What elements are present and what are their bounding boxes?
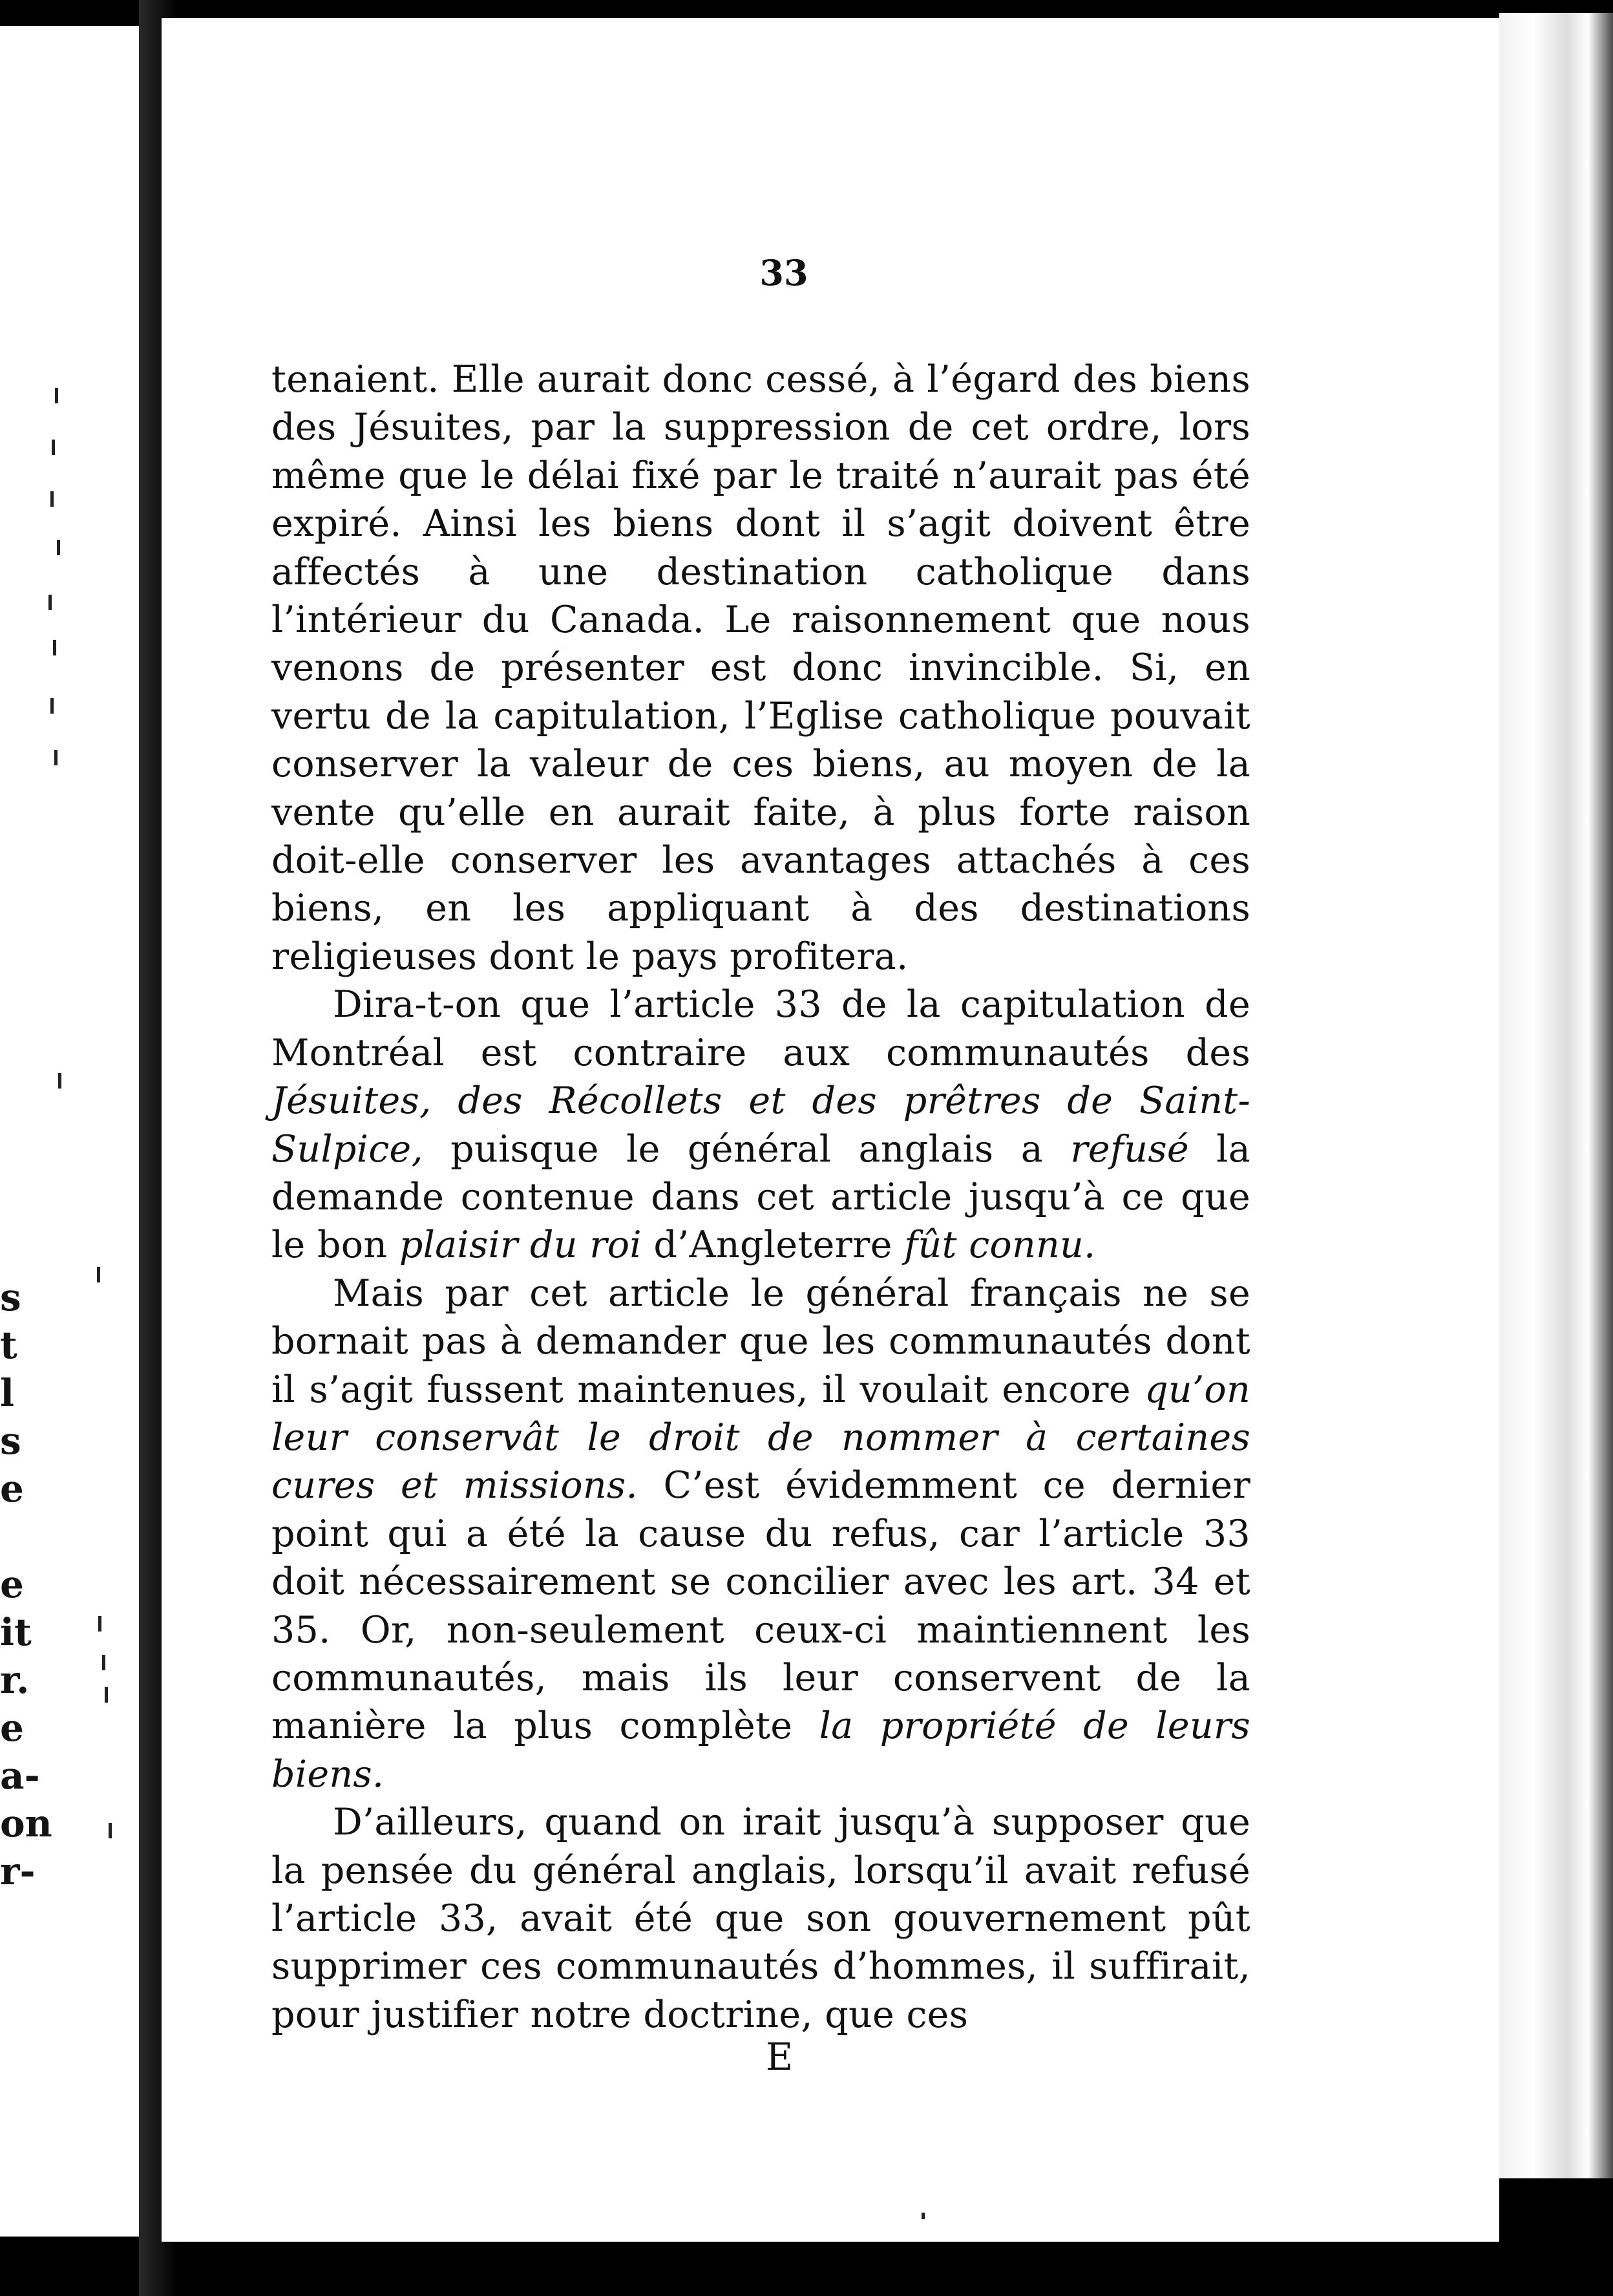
- italic-text: la propriété de leurs biens.: [271, 1705, 1250, 1796]
- text-run: C’est évidemment ce dernier point qui a été la cause du refus, car l’article 33 doit nécessairement se concilier avec les art. 34 et 35. Or, non-seulement ceux-ci maintiennent les communautés, mais ils leur conservent de la manière la plus complète: [271, 1464, 1250, 1748]
- facing-edge-char: [0, 1513, 39, 1560]
- text-run: puisque le général anglais a: [423, 1127, 1071, 1171]
- paragraph: [271, 1798, 1250, 2039]
- text-run: D’ailleurs, quand on irait jusqu’à supposer que la pensée du général anglais, lorsqu’il avait refusé l’article 33, avait été que son gouvernement pût supprimer ces communautés d’hommes, il suffirait, pour justifier notre doctrine, que ces: [271, 1801, 1250, 2036]
- facing-edge-char: r-: [0, 1849, 36, 1893]
- facing-edge-char: e: [0, 1562, 24, 1606]
- italic-text: refusé: [1070, 1127, 1189, 1171]
- facing-edge-char: on: [0, 1802, 52, 1845]
- text-run: Dira-t-on que l’article 33 de la capitulation de Montréal est contraire aux communautés des: [271, 983, 1250, 1074]
- text-run: tenaient. Elle aurait donc cessé, à l’égard des biens des Jésuites, par la suppression de cet ordre, lors même que le délai fixé par le traité n’aurait pas été expiré. Ainsi les biens dont il s’agit doivent être affectés à une destination catholique dans l’intérieur du Canada. Le raisonnement que nous venons de présenter est donc invincible. Si, en vertu de la capitulation, l’Eglise catholique pouvait conserver la valeur de ces biens, au moyen de la vente qu’elle en aurait faite, à plus forte raison doit-elle conserver les avantages attachés à ces biens, en les appliquant à des destinations religieuses dont le pays profitera.: [271, 358, 1250, 978]
- paragraph: [271, 981, 1250, 1269]
- facing-edge-char: l: [0, 1371, 15, 1415]
- facing-page-edge-text: [0, 1273, 52, 1895]
- text-run: d’Angleterre: [641, 1224, 905, 1267]
- italic-text: plaisir du roi: [399, 1224, 642, 1267]
- italic-text: Jésuites, des Récollets et des prêtres de Saint-Sulpice,: [271, 1079, 1250, 1171]
- italic-text: qu’on leur conservât le droit de nommer à certaines cures et missions.: [271, 1368, 1250, 1507]
- page-edge-stack: [1499, 13, 1613, 2178]
- facing-edge-char: s: [0, 1275, 21, 1319]
- italic-text: fût connu.: [904, 1224, 1096, 1267]
- facing-edge-char: r.: [0, 1658, 30, 1702]
- facing-page-marks: [39, 388, 129, 1939]
- text-run: la demande contenue dans cet article jusqu’à ce que le bon: [271, 1127, 1250, 1267]
- facing-edge-char: e: [0, 1706, 24, 1750]
- paragraph: [271, 1270, 1250, 1798]
- text-run: Mais par cet article le général français ne se bornait pas à demander que les communautés dont il s’agit fussent maintenues, il voulait encore: [271, 1271, 1250, 1411]
- signature-mark: E: [765, 2035, 794, 2079]
- paragraph: [271, 356, 1250, 981]
- facing-edge-char: e: [0, 1467, 24, 1511]
- facing-edge-char: it: [0, 1610, 32, 1654]
- page-number: 33: [759, 252, 808, 293]
- facing-edge-char: t: [0, 1323, 17, 1367]
- facing-edge-char: a-: [0, 1754, 40, 1798]
- facing-page-fragment: [0, 26, 139, 2237]
- body-text: [271, 356, 1250, 2039]
- facing-edge-char: s: [0, 1419, 21, 1463]
- scan-speck: [922, 2213, 925, 2219]
